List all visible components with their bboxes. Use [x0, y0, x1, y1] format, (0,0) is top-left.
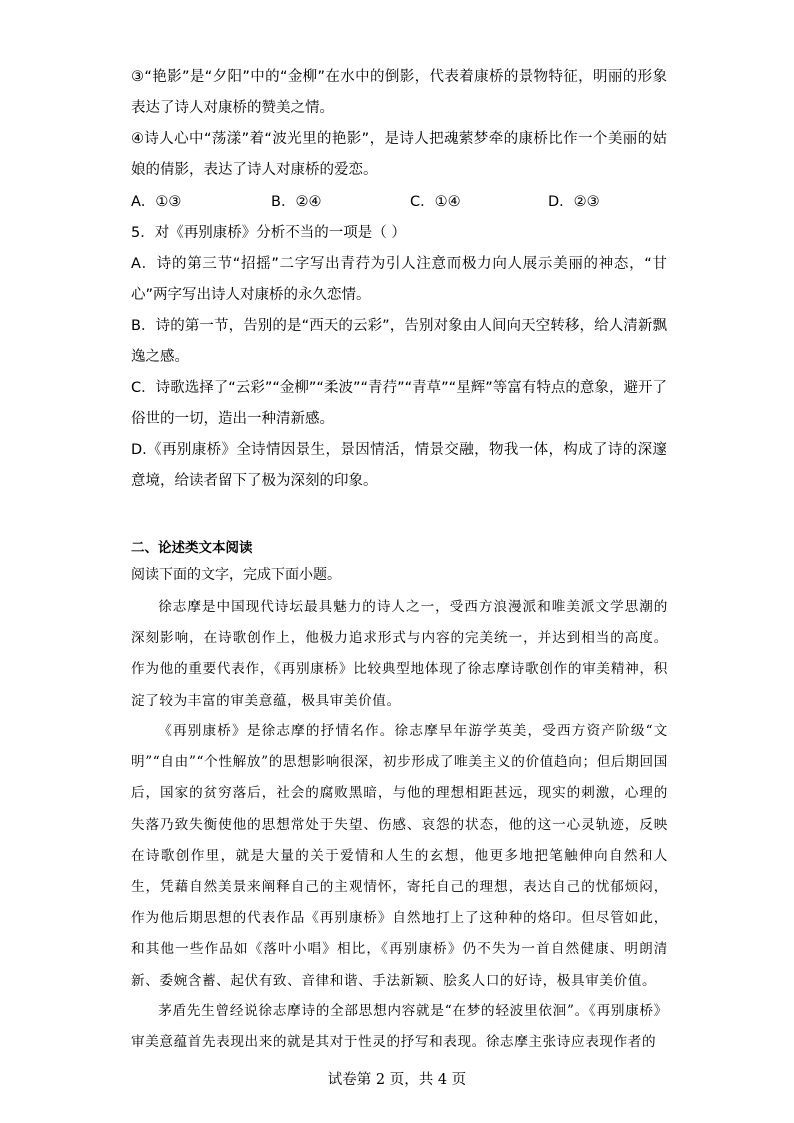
q4-option-c: C．①④	[410, 194, 461, 210]
reading-instruction: 阅读下面的文字，完成下面小题。	[131, 567, 341, 583]
q5-option-a: A．诗的第三节“招摇”二字写出青荇为引人注意而极力向人展示美丽的神态，“甘心”两字写出诗人对康桥的永久恋情。	[131, 256, 667, 303]
q5-option-b: B．诗的第一节，告别的是“西天的云彩”，告别对象由人间向天空转移，给人清新飘逸之感。	[131, 318, 667, 365]
q4-item-4: ④诗人心中“荡漾”着“波光里的艳影”，是诗人把魂萦梦牵的康桥比作一个美丽的姑娘的倩影，表达了诗人对康桥的爱恋。	[131, 131, 667, 178]
q5-stem: 5．对《再别康桥》分析不当的一项是（ ）	[131, 225, 406, 241]
q5-option-c: C．诗歌选择了“云彩”“金柳”“柔波”“青荇”“青草”“星辉”等富有特点的意象，避开了俗世的一切，造出一种清新感。	[131, 380, 667, 427]
essay-paragraph-2: 《再别康桥》是徐志摩的抒情名作。徐志摩早年游学英美，受西方资产阶级“文明”“自由”“个性解放”的思想影响很深，初步形成了唯美主义的价值趋向；但后期回国后，国家的贫穷落后，社会的腐败黑暗，与他的理想相距甚远，现实的刺激，心理的失落乃致失衡使他的思想常处于失望、伤感、哀怨的状态，他的这一心灵轨迹，反映在诗歌创作里，就是大量的关于爱情和人生的玄想，他更多地把笔触伸向自然和人生，凭藉自然美景来阐释自己的主观情怀，寄托自己的理想，表达自己的忧郁烦闷，作为他后期思想的代表作品《再别康桥》自然地打上了这种种的烙印。但尽管如此，和其他一些作品如《落叶小唱》相比，《再别康桥》仍不失为一首自然健康、明朗清新、委婉含蓄、起伏有致、音律和谐、手法新颖、脍炙人口的好诗，极具审美价值。	[131, 723, 668, 989]
q4-item-3: ③“艳影”是“夕阳”中的“金柳”在水中的倒影，代表着康桥的景物特征，明丽的形象表达了诗人对康桥的赞美之情。	[131, 69, 667, 116]
q4-options	[131, 187, 671, 217]
page-footer: 试卷第 2 页，共 4 页	[327, 1072, 467, 1088]
section-title: 二、论述类文本阅读	[131, 540, 253, 556]
q4-option-b: B．②④	[271, 194, 322, 210]
essay-paragraph-3: 茅盾先生曾经说徐志摩诗的全部思想内容就是“在梦的轻波里依洄”。《再别康桥》审美意蕴首先表现出来的就是其对于性灵的抒写和表现。徐志摩主张诗应表现作者的	[131, 1003, 668, 1051]
essay-paragraph-1: 徐志摩是中国现代诗坛最具魅力的诗人之一，受西方浪漫派和唯美派文学思潮的深刻影响，在诗歌创作上，他极力追求形式与内容的完美统一，并达到相当的高度。作为他的重要代表作，《再别康桥》比较典型地体现了徐志摩诗歌创作的审美精神，积淀了较为丰富的审美意蕴，极具审美价值。	[131, 599, 668, 709]
q4-option-d: D．②③	[548, 194, 600, 210]
q4-option-a: A．①③	[131, 194, 182, 210]
q5-option-d: D.《再别康桥》全诗情因景生，景因情活，情景交融，物我一体，构成了诗的深邃意境，给读者留下了极为深刻的印象。	[131, 442, 667, 489]
